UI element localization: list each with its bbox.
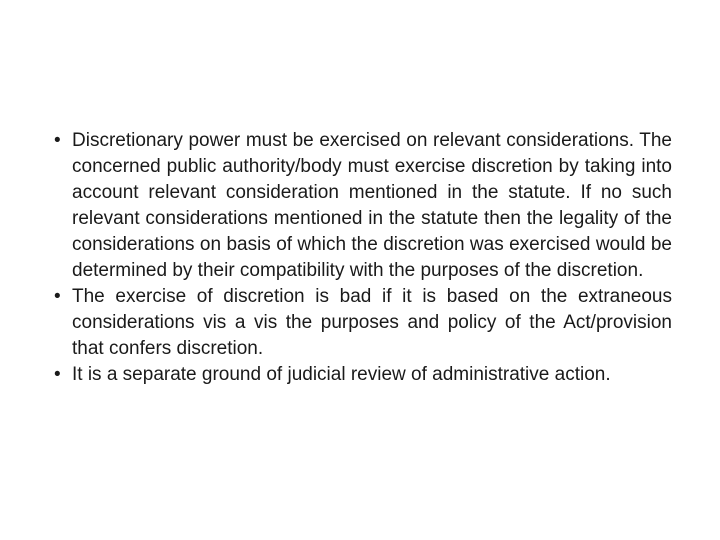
slide-body: [48, 128, 672, 388]
bullet-item: [48, 284, 672, 362]
bullet-marker: •: [54, 286, 61, 307]
bullet-marker: •: [54, 364, 61, 385]
bullet-marker: •: [54, 130, 61, 151]
bullet-item: [48, 128, 672, 284]
bullet-text: Discretionary power must be exercised on relevant considerations. The concerned public authority/body must exercise discretion by taking into account relevant consideration mentioned in the statute. If no such relevant considerations mentioned in the statute then the legality of the considerations on basis of which the discretion was exercised would be determined by their compatibility with the purposes of the discretion.: [72, 130, 672, 281]
bullet-item: [48, 362, 672, 388]
bullet-text: It is a separate ground of judicial review of administrative action.: [72, 364, 611, 385]
bullet-list: [48, 128, 672, 388]
bullet-text: The exercise of discretion is bad if it is based on the extraneous considerations vis a vis the purposes and policy of the Act/provision that confers discretion.: [72, 286, 672, 359]
